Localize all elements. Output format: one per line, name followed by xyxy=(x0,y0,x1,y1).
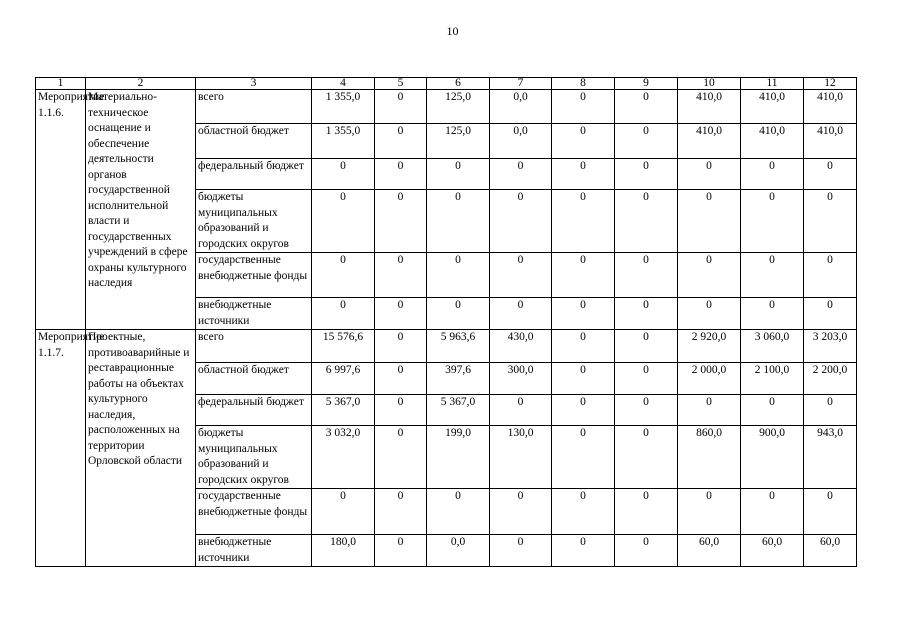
value-cell: 0 xyxy=(678,159,741,190)
column-number: 7 xyxy=(490,78,552,90)
value-cell: 1 355,0 xyxy=(312,124,375,159)
funding-source: бюджеты муниципальных образований и городских округов xyxy=(196,426,312,489)
value-cell: 0 xyxy=(552,298,615,330)
value-cell: 0 xyxy=(615,90,678,124)
value-cell: 0 xyxy=(490,190,552,253)
value-cell: 0 xyxy=(375,489,427,535)
funding-table xyxy=(35,77,857,567)
value-cell: 397,6 xyxy=(427,363,490,395)
funding-source: государственные внебюджетные фонды xyxy=(196,489,312,535)
value-cell: 410,0 xyxy=(741,90,804,124)
value-cell: 430,0 xyxy=(490,330,552,363)
value-cell: 300,0 xyxy=(490,363,552,395)
value-cell: 410,0 xyxy=(741,124,804,159)
value-cell: 180,0 xyxy=(312,535,375,567)
value-cell: 0 xyxy=(678,395,741,426)
value-cell: 0 xyxy=(615,159,678,190)
event-number: Мероприятие 1.1.6. xyxy=(36,90,86,330)
value-cell: 0 xyxy=(741,253,804,298)
funding-source: бюджеты муниципальных образований и городских округов xyxy=(196,190,312,253)
value-cell: 0 xyxy=(490,159,552,190)
value-cell: 0 xyxy=(312,190,375,253)
value-cell: 0 xyxy=(375,190,427,253)
value-cell: 410,0 xyxy=(804,124,857,159)
value-cell: 0 xyxy=(615,190,678,253)
value-cell: 0 xyxy=(427,159,490,190)
value-cell: 3 060,0 xyxy=(741,330,804,363)
value-cell: 860,0 xyxy=(678,426,741,489)
value-cell: 0 xyxy=(375,395,427,426)
value-cell: 2 200,0 xyxy=(804,363,857,395)
value-cell: 0 xyxy=(615,535,678,567)
value-cell: 0 xyxy=(552,489,615,535)
value-cell: 0 xyxy=(375,124,427,159)
table-row xyxy=(36,330,857,363)
value-cell: 15 576,6 xyxy=(312,330,375,363)
value-cell: 60,0 xyxy=(804,535,857,567)
value-cell: 0 xyxy=(741,298,804,330)
value-cell: 0 xyxy=(552,90,615,124)
value-cell: 0 xyxy=(804,159,857,190)
event-title: Проектные, противоаварийные и реставрационные работы на объектах культурного наследия, расположенных на территории Орловской области xyxy=(86,330,196,567)
value-cell: 125,0 xyxy=(427,124,490,159)
value-cell: 0 xyxy=(552,363,615,395)
value-cell: 0 xyxy=(490,395,552,426)
column-number: 9 xyxy=(615,78,678,90)
value-cell: 5 367,0 xyxy=(312,395,375,426)
value-cell: 0 xyxy=(375,90,427,124)
column-number: 2 xyxy=(86,78,196,90)
column-number: 8 xyxy=(552,78,615,90)
value-cell: 0 xyxy=(490,535,552,567)
value-cell: 1 355,0 xyxy=(312,90,375,124)
value-cell: 6 997,6 xyxy=(312,363,375,395)
funding-source: внебюджетные источники xyxy=(196,298,312,330)
column-number: 5 xyxy=(375,78,427,90)
value-cell: 0 xyxy=(375,159,427,190)
value-cell: 2 000,0 xyxy=(678,363,741,395)
funding-source: областной бюджет xyxy=(196,124,312,159)
column-number: 11 xyxy=(741,78,804,90)
value-cell: 0 xyxy=(552,395,615,426)
column-number: 4 xyxy=(312,78,375,90)
funding-source: всего xyxy=(196,90,312,124)
value-cell: 900,0 xyxy=(741,426,804,489)
funding-source: федеральный бюджет xyxy=(196,395,312,426)
value-cell: 0 xyxy=(615,298,678,330)
value-cell: 0 xyxy=(490,489,552,535)
value-cell: 0 xyxy=(490,253,552,298)
value-cell: 0 xyxy=(741,489,804,535)
value-cell: 0 xyxy=(615,395,678,426)
value-cell: 0 xyxy=(312,298,375,330)
funding-source: государственные внебюджетные фонды xyxy=(196,253,312,298)
value-cell: 410,0 xyxy=(678,90,741,124)
value-cell: 130,0 xyxy=(490,426,552,489)
value-cell: 0 xyxy=(375,535,427,567)
value-cell: 0 xyxy=(615,363,678,395)
value-cell: 0 xyxy=(312,253,375,298)
value-cell: 0 xyxy=(427,298,490,330)
value-cell: 0 xyxy=(804,190,857,253)
value-cell: 0 xyxy=(312,159,375,190)
value-cell: 60,0 xyxy=(741,535,804,567)
value-cell: 0 xyxy=(375,363,427,395)
value-cell: 0 xyxy=(375,426,427,489)
value-cell: 0 xyxy=(678,489,741,535)
value-cell: 0 xyxy=(375,298,427,330)
event-title: Материально-техническое оснащение и обеспечение деятельности органов государственной исполнительной власти и государственных учреждений в сфере охраны культурного наследия xyxy=(86,90,196,330)
value-cell: 943,0 xyxy=(804,426,857,489)
value-cell: 5 367,0 xyxy=(427,395,490,426)
funding-source: областной бюджет xyxy=(196,363,312,395)
funding-source: всего xyxy=(196,330,312,363)
event-number: Мероприятие 1.1.7. xyxy=(36,330,86,567)
value-cell: 0 xyxy=(615,253,678,298)
value-cell: 0 xyxy=(804,395,857,426)
value-cell: 0 xyxy=(678,253,741,298)
value-cell: 3 203,0 xyxy=(804,330,857,363)
value-cell: 0 xyxy=(678,190,741,253)
value-cell: 0 xyxy=(552,124,615,159)
value-cell: 0 xyxy=(615,330,678,363)
value-cell: 199,0 xyxy=(427,426,490,489)
value-cell: 0 xyxy=(312,489,375,535)
value-cell: 0 xyxy=(741,190,804,253)
column-number: 12 xyxy=(804,78,857,90)
column-number: 3 xyxy=(196,78,312,90)
value-cell: 0 xyxy=(615,426,678,489)
value-cell: 0,0 xyxy=(427,535,490,567)
value-cell: 0 xyxy=(427,489,490,535)
value-cell: 410,0 xyxy=(678,124,741,159)
value-cell: 0 xyxy=(552,426,615,489)
value-cell: 5 963,6 xyxy=(427,330,490,363)
value-cell: 0 xyxy=(552,535,615,567)
funding-source: федеральный бюджет xyxy=(196,159,312,190)
value-cell: 0,0 xyxy=(490,124,552,159)
value-cell: 0 xyxy=(804,489,857,535)
value-cell: 0 xyxy=(804,253,857,298)
value-cell: 0 xyxy=(741,395,804,426)
value-cell: 0 xyxy=(552,253,615,298)
value-cell: 0 xyxy=(375,253,427,298)
value-cell: 0 xyxy=(552,190,615,253)
funding-source: внебюджетные источники xyxy=(196,535,312,567)
value-cell: 0 xyxy=(552,159,615,190)
value-cell: 410,0 xyxy=(804,90,857,124)
value-cell: 0 xyxy=(375,330,427,363)
value-cell: 0 xyxy=(490,298,552,330)
value-cell: 0 xyxy=(615,124,678,159)
value-cell: 0 xyxy=(804,298,857,330)
value-cell: 0 xyxy=(678,298,741,330)
column-number: 6 xyxy=(427,78,490,90)
column-number-row xyxy=(36,78,857,90)
value-cell: 0 xyxy=(741,159,804,190)
column-number: 10 xyxy=(678,78,741,90)
value-cell: 125,0 xyxy=(427,90,490,124)
page-number: 10 xyxy=(446,24,459,38)
value-cell: 2 920,0 xyxy=(678,330,741,363)
value-cell: 0 xyxy=(427,253,490,298)
value-cell: 2 100,0 xyxy=(741,363,804,395)
value-cell: 0 xyxy=(552,330,615,363)
table-row xyxy=(36,90,857,124)
value-cell: 0 xyxy=(615,489,678,535)
value-cell: 60,0 xyxy=(678,535,741,567)
column-number: 1 xyxy=(36,78,86,90)
value-cell: 0 xyxy=(427,190,490,253)
value-cell: 3 032,0 xyxy=(312,426,375,489)
value-cell: 0,0 xyxy=(490,90,552,124)
